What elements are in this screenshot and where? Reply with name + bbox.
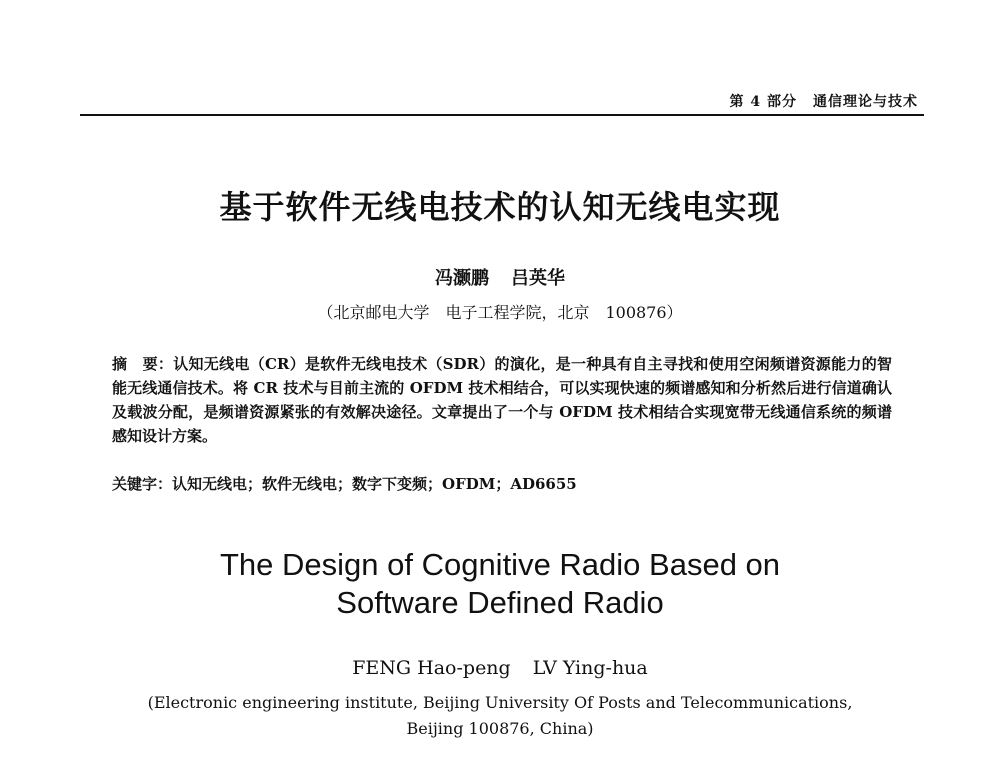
english-authors — [0, 657, 1000, 679]
english-affiliation-line-1: (Electronic engineering institute, Beijing University Of Posts and Telecommunications, — [147, 693, 853, 712]
chinese-affiliation: （北京邮电大学 电子工程学院，北京 100876） — [317, 303, 683, 322]
english-title-line-2: Software Defined Radio — [336, 585, 664, 620]
english-title-line-1: The Design of Cognitive Radio Based on — [219, 547, 781, 582]
english-author-2: LV Ying-hua — [532, 657, 648, 679]
running-header — [730, 91, 919, 111]
header-part: 第 4 部分 — [729, 94, 797, 110]
header-rule — [80, 114, 924, 116]
chinese-authors — [0, 264, 1000, 290]
english-title — [0, 546, 1000, 622]
chinese-abstract — [112, 352, 892, 448]
chinese-author-2: 吕英华 — [511, 268, 565, 289]
english-affiliation — [0, 690, 1000, 742]
abstract-text: 认知无线电（CR）是软件无线电技术（SDR）的演化，是一种具有自主寻找和使用空闲频谱资源能力的智能无线通信技术。将 CR 技术与目前主流的 OFDM 技术相结合，可以实现快速的频谱感知和分析然后进行信道确认及载波分配，是频谱资源紧张的有效解决途径。文章提出了一个与 OFDM 技术相结合实现宽带无线通信系统的频谱感知设计方案。 — [112, 355, 892, 445]
header-section: 通信理论与技术 — [813, 94, 918, 110]
english-affiliation-line-2: Beijing 100876, China) — [406, 719, 594, 738]
keywords-text: 认知无线电；软件无线电；数字下变频；OFDM；AD6655 — [172, 475, 577, 493]
chinese-title: 基于软件无线电技术的认知无线电实现 — [219, 188, 781, 226]
abstract-label: 摘 要： — [112, 355, 174, 373]
chinese-keywords — [112, 472, 892, 496]
keywords-label: 关键字： — [112, 475, 173, 493]
english-author-1: FENG Hao-peng — [352, 657, 511, 679]
chinese-author-1: 冯灏鹏 — [435, 268, 489, 289]
